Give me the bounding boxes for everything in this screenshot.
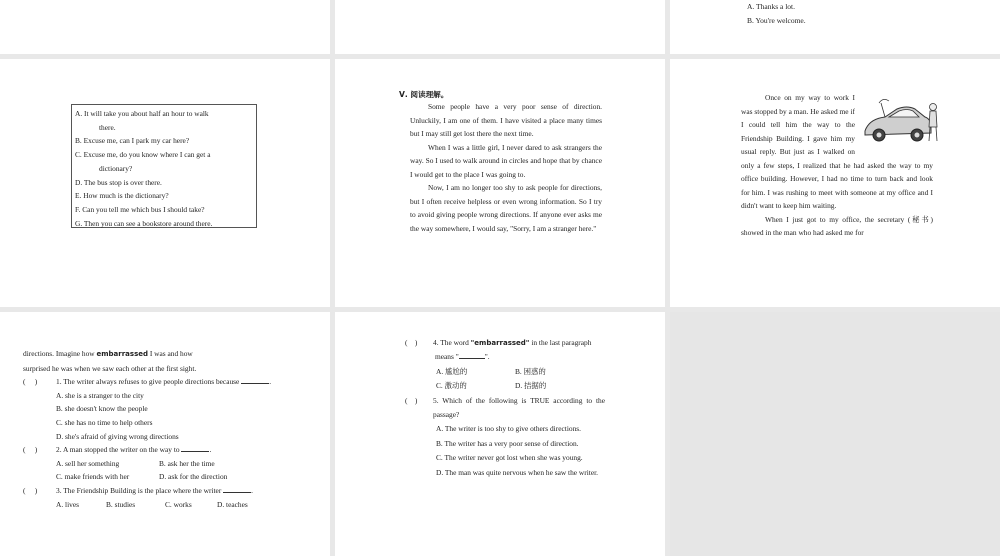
option-item-a: A. It will take you about half an hour to walk there. [75, 109, 209, 132]
page-panel-reading-start [335, 59, 665, 307]
option-item-e: E. How much is the dictionary? [75, 191, 169, 201]
page-panel-questions-2 [335, 312, 665, 556]
question-1-option-a: A. she is a stranger to the city [56, 390, 144, 400]
question-4: ( ) 4. The word "embarrassed" in the last paragraph means " ". [405, 338, 592, 362]
question-5: ( ) 5. Which of the following is TRUE according to the passage? [405, 395, 605, 420]
page-panel-top-right [670, 0, 1000, 54]
question-3: ( ) 3. The Friendship Building is the place where the writer . [23, 485, 254, 495]
question-1: ( ) 1. The writer always refuses to give people directions because . [23, 377, 272, 387]
question-1-option-b: B. she doesn't know the people [56, 404, 148, 414]
answer-blank [223, 484, 251, 493]
option-item-g: G. Then you can see a bookstore around there. [75, 218, 213, 228]
dialogue-option-a: A. Thanks a lot. [747, 2, 795, 11]
reading-passage-part2 [741, 91, 933, 240]
page-panel-reading-middle [670, 59, 1000, 307]
question-4-options-row1: A. 尴尬的 B. 困惑的 [436, 366, 546, 376]
reading-paragraph-3: Now, I am no longer too shy to ask people for directions, but I often receive helpless or even wrong information. So I try to avoid giving people wrong directions. If anyone ever asks me the way somewhere, I would say, "Sorry, I am a stranger here." [410, 183, 602, 233]
answer-blank [241, 375, 269, 384]
dialogue-option-b: B. You're welcome. [747, 16, 806, 25]
question-5-option-a: A. The writer is too shy to give others directions. [436, 424, 581, 434]
option-item-c: C. Excuse me, do you know where I can get a dictionary? [75, 150, 211, 173]
reading-paragraph-2: When I was a little girl, I never dared to ask strangers the way. So I used to walk around in circles and hope that by chance I would get to the place I was going to. [410, 142, 602, 179]
question-1-option-d: D. she's afraid of giving wrong directions [56, 431, 179, 441]
section-heading: Ⅴ. 阅读理解。 [399, 90, 449, 99]
answer-blank [181, 443, 209, 452]
bold-word: "embarrassed" [470, 339, 530, 347]
question-2-options-row1: A. sell her something B. ask her the time [56, 458, 215, 468]
questions-part2 [405, 336, 605, 480]
question-5-option-d: D. The man was quite nervous when he saw the writer. [436, 467, 599, 477]
question-1-option-c: C. she has no time to help others [56, 417, 153, 427]
page-panel-blank [670, 312, 1000, 556]
questions-part1 [23, 347, 318, 511]
reading-passage-part1 [410, 100, 602, 235]
option-item-b: B. Excuse me, can I park my car here? [75, 136, 190, 146]
question-4-options-row2: C. 激动的 D. 拮据的 [436, 381, 547, 391]
car-illustration-icon [859, 93, 939, 149]
reading-paragraph-6: directions. Imagine how embarrassed I was and how surprised he was when we saw each other at the first sight. [23, 349, 197, 373]
question-3-options: A. lives B. studies C. works D. teaches [56, 499, 248, 509]
page-panel-questions-1 [0, 312, 330, 556]
reading-paragraph-1: Some people have a very poor sense of direction. Unluckily, I am one of them. I have visited a place many times but I may still get lost there the next time. [410, 102, 602, 138]
page-panel-top-left [0, 0, 330, 54]
option-item-d: D. The bus stop is over there. [75, 177, 162, 187]
option-item-f: F. Can you tell me which bus I should take? [75, 204, 205, 214]
bold-word: embarrassed [96, 350, 148, 358]
question-2-options-row2: C. make friends with her D. ask for the direction [56, 472, 228, 482]
page-panel-options [0, 59, 330, 307]
question-2: ( ) 2. A man stopped the writer on the way to . [23, 445, 212, 455]
answer-blank [459, 350, 485, 359]
question-5-option-b: B. The writer has a very poor sense of direction. [436, 438, 579, 448]
page-panel-top-middle [335, 0, 665, 54]
question-5-option-c: C. The writer never got lost when she was young. [436, 453, 583, 463]
reading-paragraph-4: Once on my way to work I was stopped by a man. He asked me if I could tell him the way to the Friendship Building. I gave him my usual reply. But just as I walked on only a few steps, I realized that he had asked the way to my office building. However, I had no time to turn back and look for him. I was rushing to meet with someone at my office and I didn't want to keep him waiting. [741, 93, 933, 211]
options-box [71, 104, 257, 228]
reading-paragraph-5: When I just got to my office, the secretary (秘书) showed in the man who had asked me for [741, 214, 933, 238]
